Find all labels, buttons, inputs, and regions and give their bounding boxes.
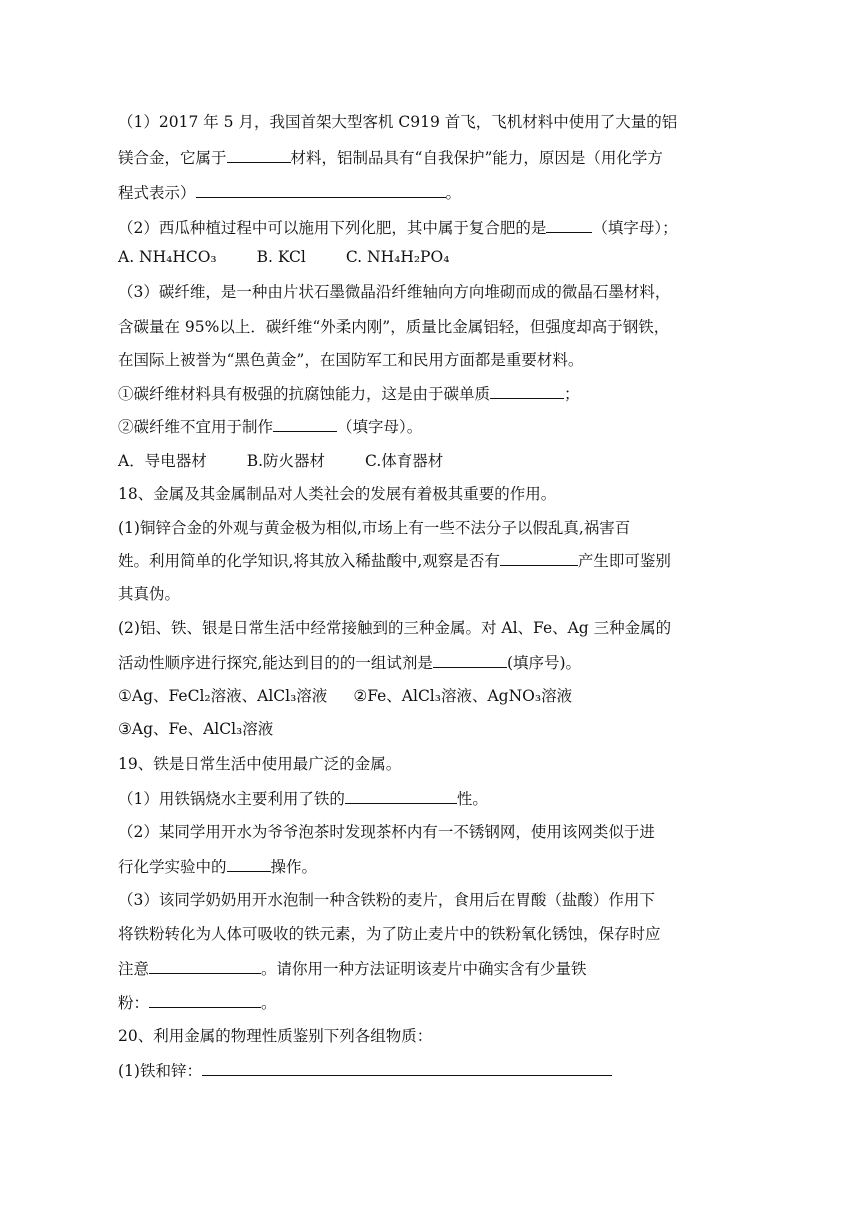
q18-part1-line1 [118,517,630,539]
answer-blank[interactable] [227,855,271,872]
q19-title [118,753,401,775]
text: 。 [261,994,277,1012]
text: （2）西瓜种植过程中可以施用下列化肥，其中属于复合肥的是 [118,219,547,237]
text: 。请你用一种方法证明该麦片中确实含有少量铁 [261,960,587,978]
answer-blank[interactable] [500,549,578,566]
option-2: ②Fe、AlCl₃溶液、AgNO₃溶液 [353,687,573,705]
q17-part3-line2 [118,316,669,338]
text: 操作。 [270,858,318,876]
text: 将铁粉转化为人体可吸收的铁元素，为了防止麦片中的铁粉氧化锈蚀，保存时应 [118,925,661,943]
answer-blank[interactable] [273,415,337,432]
text: 其真伪。 [118,585,181,603]
text: （填字母）。 [337,418,423,436]
q18-part1-line2 [118,549,671,572]
text: 材料，铝制品具有“自我保护”能力，原因是（用化学方 [290,149,663,167]
option-b: B. KCl [256,248,306,266]
question-title: 18、金属及其金属制品对人类社会的发展有着极其重要的作用。 [118,485,557,503]
answer-blank[interactable] [490,382,564,399]
q17-part3-sub1 [118,382,580,405]
q19-part2-line1 [118,821,655,843]
option-3: ③Ag、Fe、AlCl₃溶液 [118,720,274,738]
text: （3）碳纤维，是一种由片状石墨微晶沿纤维轴向方向堆砌而成的微晶石墨材料， [118,283,671,301]
text: 行化学实验中的 [118,858,227,876]
q20-title [118,1025,432,1047]
q17-part1-line1 [118,111,677,133]
q19-part3-line2 [118,923,661,945]
text: ； [564,385,580,403]
text: 在国际上被誉为“黑色黄金”，在国防军工和民用方面都是重要材料。 [118,351,584,369]
text: (填序号)。 [506,654,582,672]
q18-part2-line1 [118,617,671,639]
text: 姓。利用简单的化学知识,将其放入稀盐酸中,观察是否有 [118,552,500,570]
answer-blank[interactable] [433,651,507,668]
option-c: C. NH₄H₂PO₄ [345,248,450,266]
option-c: C.体育器材 [365,452,444,470]
option-b: B.防火器材 [246,452,326,470]
q19-part1 [118,787,488,810]
question-title: 19、铁是日常生活中使用最广泛的金属。 [118,755,402,773]
text: （3）该同学奶奶用开水泡制一种含铁粉的麦片，食用后在胃酸（盐酸）作用下 [118,891,655,909]
question-title: 20、利用金属的物理性质鉴别下列各组物质： [118,1027,433,1045]
q17-part3-sub2 [118,415,422,438]
text: (2)铝、铁、银是日常生活中经常接触到的三种金属。对 Al、Fe、Ag 三种金属的 [118,619,672,637]
q18-options-row2 [118,718,273,740]
q18-part2-line2 [118,651,581,674]
q17-part2-options [118,246,449,268]
q17-part3-options [118,450,443,472]
q18-options-row1 [118,685,572,707]
text: （2）某同学用开水为爷爷泡茶时发现茶杯内有一不锈钢网，使用该网类似于进 [118,823,655,841]
text: （1）2017 年 5 月，我国首架大型客机 C919 首飞，飞机材料中使用了大量的铝 [118,113,678,131]
q19-part3-line1 [118,889,655,911]
answer-blank[interactable] [227,146,291,163]
option-a: A．导电器材 [118,452,207,470]
answer-blank[interactable] [149,957,261,974]
text: (1)铜锌合金的外观与黄金极为相似,市场上有一些不法分子以假乱真,祸害百 [118,519,631,537]
text: 镁合金，它属于 [118,149,227,167]
q18-title [118,483,556,505]
q19-part3-line3 [118,957,587,980]
answer-blank[interactable] [196,181,446,198]
option-a: A. NH₄HCO₃ [118,248,217,266]
q18-part1-line3 [118,583,180,605]
text: 粉： [118,994,150,1012]
q19-part3-line4 [118,991,277,1014]
text: 性。 [456,790,488,808]
answer-blank[interactable] [345,787,457,804]
q17-part1-line2 [118,146,663,169]
text: 含碳量在 95%以上．碳纤维“外柔内刚”，质量比金属铝轻，但强度却高于钢铁， [118,318,670,336]
text: 。 [445,184,462,202]
text: ②碳纤维不宜用于制作 [118,418,274,436]
q17-part2-line1 [118,216,678,239]
answer-blank[interactable] [202,1059,612,1076]
text: 程式表示） [118,184,196,202]
answer-blank[interactable] [149,991,261,1008]
text: 产生即可鉴别 [577,552,671,570]
text: （填字母）； [592,219,678,237]
q19-part2-line2 [118,855,317,878]
q17-part3-line1 [118,281,670,303]
text: ①碳纤维材料具有极强的抗腐蚀能力，这是由于碳单质 [118,385,491,403]
answer-blank[interactable] [546,216,592,233]
text: （1）用铁锅烧水主要利用了铁的 [118,790,345,808]
text: (1)铁和锌： [118,1062,202,1080]
text: 注意 [118,960,150,978]
text: 活动性顺序进行探究,能达到目的的一组试剂是 [118,654,433,672]
q17-part3-line3 [118,349,583,371]
q20-part1 [118,1059,612,1082]
q17-part1-line3 [118,181,461,204]
option-1: ①Ag、FeCl₂溶液、AlCl₃溶液 [118,687,328,705]
